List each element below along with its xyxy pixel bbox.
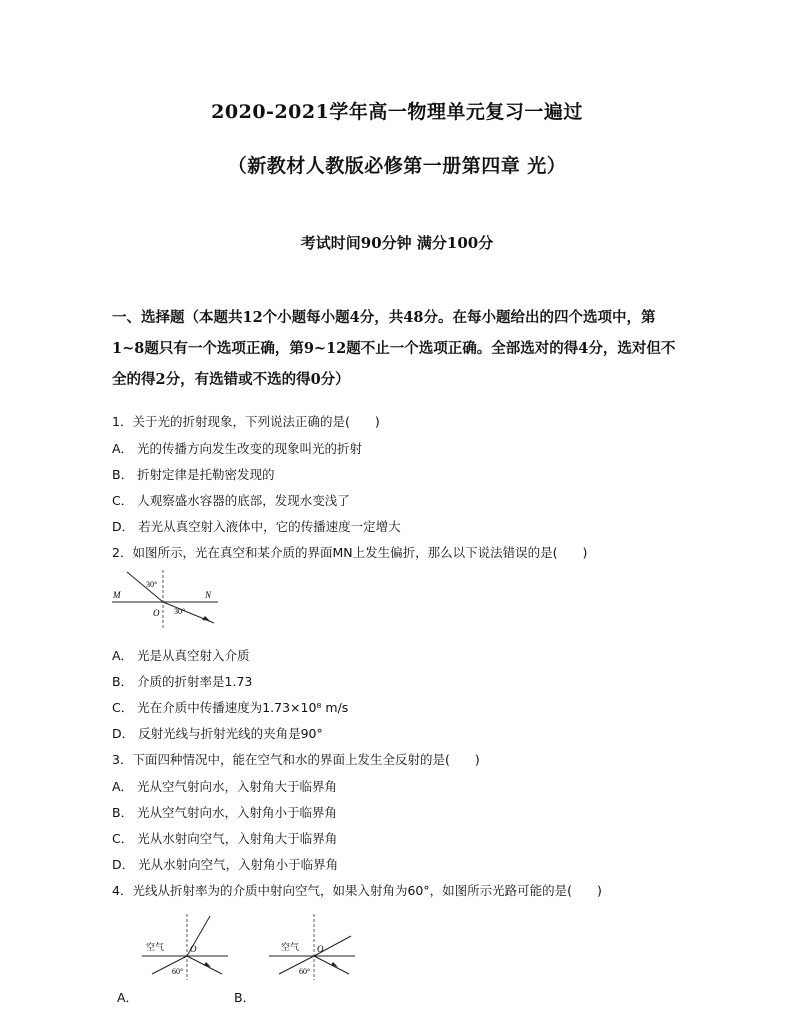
- angle-label-top: 30°: [146, 580, 158, 589]
- ray-arrow-icon: [202, 616, 210, 621]
- question-4-option-a-label: A．: [117, 990, 139, 1005]
- question-1-option-a: A． 光的传播方向发生改变的现象叫光的折射: [112, 441, 363, 456]
- air-label: 空气: [281, 942, 300, 952]
- question-1-option-d: D． 若光从真空射入液体中，它的传播速度一定增大: [112, 519, 401, 534]
- option-b-figure: [267, 912, 357, 982]
- label-o: O: [153, 608, 160, 618]
- label-m: M: [113, 590, 121, 600]
- document-subtitle: （新教材人教版必修第一册第四章 光）: [227, 155, 567, 177]
- angle-label-bottom: 30°: [174, 607, 186, 616]
- refraction-figure: [110, 568, 225, 630]
- section-heading: 一、选择题（本题共12个小题每小题4分，共48分。在每小题给出的四个选项中，第1~8题只有一个选项正确，第9~12题不止一个选项正确。全部选对的得4分，选对但不全的得2分，有选错或不选的得0分）: [112, 309, 676, 388]
- option-a-figure: [140, 912, 230, 982]
- air-label: 空气: [146, 942, 165, 952]
- question-3-option-d: D． 光从水射向空气，入射角小于临界角: [112, 857, 339, 872]
- question-2-option-c: C． 光在介质中传播速度为1.73×10⁸ m/s: [112, 700, 349, 715]
- question-3-option-c: C． 光从水射向空气，入射角大于临界角: [112, 831, 338, 846]
- question-2-option-d: D． 反射光线与折射光线的夹角是90°: [112, 726, 323, 741]
- incident-ray: [127, 572, 163, 602]
- label-o: O: [317, 944, 324, 954]
- document-title: 2020-2021学年高一物理单元复习一遍过: [211, 101, 583, 123]
- question-4-option-b-label: B．: [234, 990, 256, 1005]
- question-2-stem: 2．如图所示，光在真空和某介质的界面MN上发生偏折，那么以下说法错误的是( ): [112, 545, 588, 560]
- exam-info: 考试时间90分钟 满分100分: [300, 234, 494, 252]
- question-3-option-a: A． 光从空气射向水，入射角大于临界角: [112, 779, 338, 794]
- question-3-stem: 3．下面四种情况中，能在空气和水的界面上发生全反射的是( ): [112, 752, 480, 767]
- question-2-option-a: A． 光是从真空射入介质: [112, 648, 250, 663]
- label-o: O: [190, 944, 197, 954]
- question-4-stem: 4．光线从折射率为的介质中射向空气，如果入射角为60°，如图所示光路可能的是( ): [112, 883, 602, 898]
- question-1-option-c: C． 人观察盛水容器的底部，发现水变浅了: [112, 493, 350, 508]
- question-2-option-b: B． 介质的折射率是1.73: [112, 674, 253, 689]
- angle-label: 60°: [172, 967, 184, 976]
- label-n: N: [205, 590, 212, 600]
- question-3-option-b: B． 光从空气射向水，入射角小于临界角: [112, 805, 338, 820]
- question-1-option-b: B． 折射定律是托勒密发现的: [112, 467, 275, 482]
- angle-label: 60°: [299, 967, 311, 976]
- question-1-stem: 1．关于光的折射现象，下列说法正确的是( ): [112, 414, 380, 429]
